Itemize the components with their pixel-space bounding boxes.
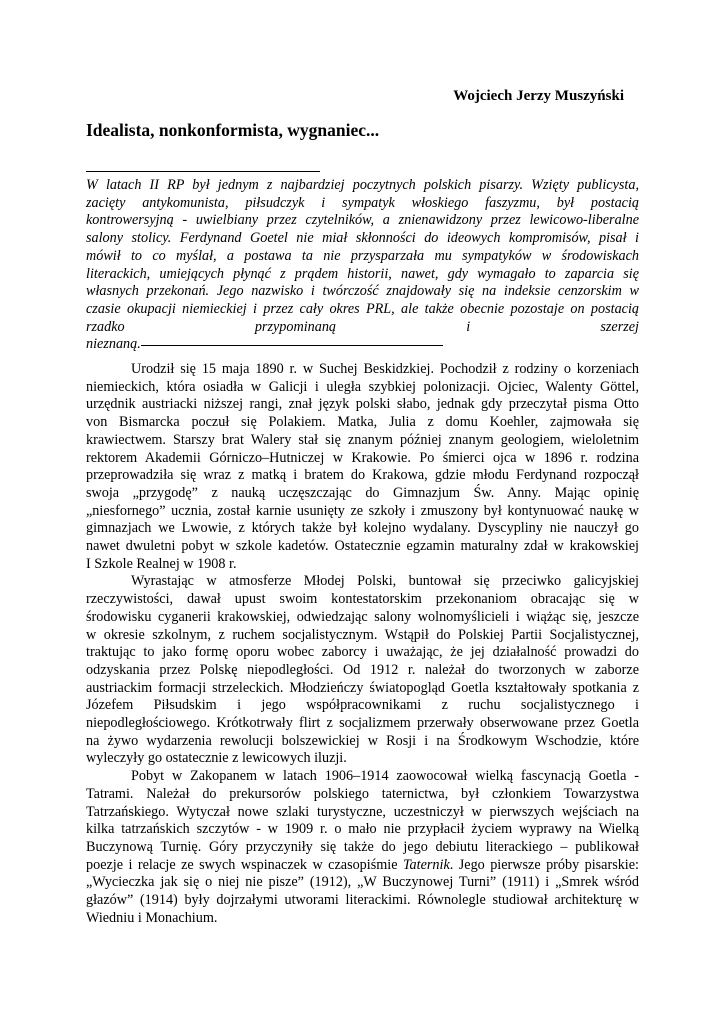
paragraph-line: poezje i relacje ze swych wspinaczek w czasopiśmie Taternik. Jego pierwsze próby pisarskie: xyxy=(86,856,639,873)
paragraph-line: odzyskania przez Polskę niepodległości. Od 1912 r. należał do tworzonych w zaborze xyxy=(86,661,639,678)
lead-last-word: nieznaną. xyxy=(86,336,141,353)
paragraph-line: na żywo wydarzenia rewolucji bolszewickiej w Rosji i na Środkowym Wschodzie, które xyxy=(86,732,639,749)
underline-fill xyxy=(141,345,443,346)
lead-line: kontrowersyjną - uwielbiany przez czytelników, a znienawidzony przez lewicowo-liberalne xyxy=(86,212,639,229)
lead-line: zacięty antykomunista, piłsudczyk i sympatyk włoskiego faszyzmu, był postacią xyxy=(86,194,639,211)
paragraph-line: wyleczyły go ostatecznie z lewicowych iluzji. xyxy=(86,750,347,767)
paragraph-line: austriackim formacji strzeleckich. Młodzieńczy światopogląd Goetla kształtowały spotkania z xyxy=(86,679,639,696)
title-divider xyxy=(86,171,320,172)
paragraph-line: głazów” (1914) były dojrzałymi utworami literackimi. Równolegle studiował architekturę w xyxy=(86,892,639,909)
lead-line-last xyxy=(86,336,639,354)
lead-line: salony stolicy. Ferdynand Goetel nie miał skłonności do ideowych kompromisów, pisał i xyxy=(86,230,639,247)
author-name: Wojciech Jerzy Muszyński xyxy=(453,88,624,104)
paragraph-line: kilka tatrzańskich szczytów - w 1909 r. o mało nie przypłacił życiem wyprawy na Wielką xyxy=(86,821,639,838)
paragraph-line: rzeczywistości, dawał upust swoim kontestatorskim przekonaniom obracając się w xyxy=(86,591,639,608)
paragraph-line: nawet dwuletni pobyt w szkole kadetów. Ostatecznie egzamin maturalny zdał w krakowskiej xyxy=(86,538,639,555)
lead-line: W latach II RP był jednym z najbardziej poczytnych polskich pisarzy. Wzięty publicysta, xyxy=(86,177,639,193)
paragraph-line: Józefem Piłsudskim i jego współpracownikami z ruchu socjalistycznego i xyxy=(86,697,639,714)
paragraph-line: swoja „przygodę” z nauką uczęszczając do Gimnazjum Św. Anny. Mając opinię xyxy=(86,484,639,501)
paragraph-line: w okresie szkolnym, z ruchem socjalistycznym. Wstąpił do Polskiej Partii Socjalistycznej, xyxy=(86,626,639,643)
paragraph-line: traktując to jako formę oporu wobec zaborcy i uważając, że jej działalność prowadzi do xyxy=(86,644,639,661)
article-title: Idealista, nonkonformista, wygnaniec... xyxy=(86,120,380,140)
paragraph-line: „niesfornego” ucznia, został karnie usunięty ze szkoły i zmuszony był kontynuować naukę w xyxy=(86,502,639,519)
lead-paragraph xyxy=(86,177,639,354)
magazine-title: Taternik xyxy=(402,856,450,873)
paragraph-line: gimnazjach we Lwowie, z których także był kolejno wydalany. Dyscypliny nie nauczył go xyxy=(86,520,639,537)
paragraph-line: urzędnik austriacki niższej rangi, znał język polski słabo, jednak gdy przeczytał pisma Otto xyxy=(86,396,639,413)
paragraph-line: Wiedniu i Monachium. xyxy=(86,909,218,926)
paragraph-line: von Bismarcka poczuł się Polakiem. Matka, Julia z domu Koehler, zajmowała się xyxy=(86,414,639,431)
lead-line: literackich, umiejących płynąć z prądem historii, nawet, gdy wymagało to zaparcia się xyxy=(86,265,639,282)
paragraph-line: Tatrzańskiego. Wytyczał nowe szlaki turystyczne, uczestniczył w pierwszych wejściach na xyxy=(86,803,639,820)
article-body xyxy=(86,361,639,928)
paragraph-first-line: Wyrastając w atmosferze Młodej Polski, buntował się przeciwko galicyjskiej xyxy=(131,573,639,590)
paragraph-line: „Wycieczka jak się o niej nie pisze” (1912), „W Buczynowej Turni” (1911) i „Smrek wśród xyxy=(86,874,639,891)
paragraph-first-line: Urodził się 15 maja 1890 r. w Suchej Beskidzkiej. Pochodził z rodziny o korzeniach xyxy=(131,361,639,377)
paragraph-line: środowisku cyganerii krakowskiej, odwiedzając salony wolnomyślicieli i wiążąc się, jeszcze xyxy=(86,608,639,625)
lead-line: czasie okupacji niemieckiej i przez cały okres PRL, ale także obecnie pozostaje on postacią xyxy=(86,300,639,317)
paragraph-line: I Szkole Realnej w 1908 r. xyxy=(86,555,237,572)
paragraph-first-line: Pobyt w Zakopanem w latach 1906–1914 zaowocował wielką fascynacją Goetla - xyxy=(131,768,639,785)
paragraph-line: niemieckich, która osiadła w Galicji i uległa szybkiej polonizacji. Ojciec, Walenty Göttel, xyxy=(86,378,639,395)
paragraph-line: rektorem Akademii Górniczo–Hutniczej w Krakowie. Po śmierci ojca w 1896 r. rodzina xyxy=(86,449,639,466)
paragraph-line: niepodległościowego. Krótkotrwały flirt z socjalizmem przerwały obserwowane przez Goetla xyxy=(86,715,639,732)
paragraph-line: Tatrami. Należał do prekursorów polskiego taternictwa, był członkiem Towarzystwa xyxy=(86,785,639,802)
lead-line: mówił to co myślał, a postawa ta nie przysparzała mu sympatyków w środowiskach xyxy=(86,247,639,264)
lead-line: własnych przekonań. Jego nazwisko i twórczość znajdowały się na indeksie cenzorskim w xyxy=(86,283,639,300)
paragraph-line: przeprowadziła się wraz z matką i bratem do Krakowa, gdzie młodu Ferdynand rozpoczął xyxy=(86,467,639,484)
lead-line: rzadko przypominaną i szerzej xyxy=(86,318,639,335)
paragraph-line: krawiectwem. Starszy brat Walery stał się znanym później znanym geologiem, wieloletnim xyxy=(86,431,639,448)
paragraph-line: Buczynową Turnię. Góry przyczyniły się także do jego debiutu literackiego – publikował xyxy=(86,838,639,855)
